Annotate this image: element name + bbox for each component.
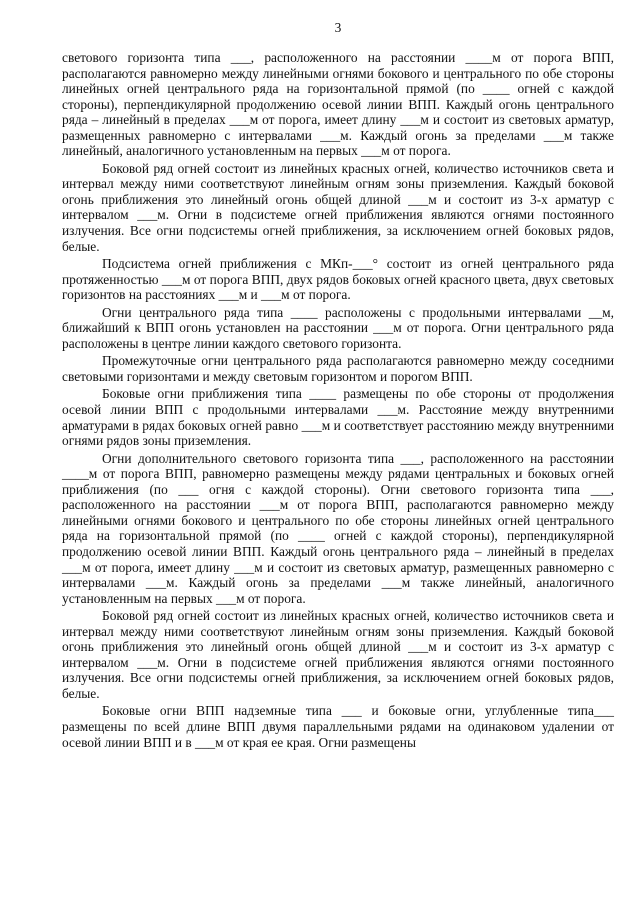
paragraph: Боковые огни ВПП надземные типа ___ и боковые огни, углубленные типа___ размещены по всей длине ВПП двумя параллельными рядами на одинаковом удалении от осевой линии ВПП и в ___м от края ее края. Огни размещены <box>62 703 614 750</box>
paragraph: Огни центрального ряда типа ____ расположены с продольными интервалами __м, ближайший к ВПП огонь установлен на расстоянии ___м от порога. Огни центрального ряда расположены в центре линии каждого светового горизонта. <box>62 304 614 351</box>
paragraph: Боковой ряд огней состоит из линейных красных огней, количество источников света и интервал между ними соответствуют линейным огням зоны приземления. Каждый боковой огонь приближения это линейный огонь общей длиной ___м и состоит из 3-х арматур с интервалом ___м. Огни в подсистеме огней приближения являются огнями постоянного излучения. Все огни подсистемы огней приближения, за исключением огней боковых рядов, белые. <box>62 160 614 254</box>
paragraph: Боковые огни приближения типа ____ размещены по обе стороны от продолжения осевой линии ВПП с продольными интервалами ___м. Расстояние между внутренними арматурами в рядах боковых огней равно ___м и соответствует расстоянию между внутренними огнями рядов зоны приземления. <box>62 386 614 449</box>
body-text <box>62 50 614 750</box>
paragraph: Боковой ряд огней состоит из линейных красных огней, количество источников света и интервал между ними соответствуют линейным огням зоны приземления. Каждый боковой огонь приближения это линейный огонь общей длиной ___м и состоит из 3-х арматур с интервалом ___м. Огни в подсистеме огней приближения являются огнями постоянного излучения. Все огни подсистемы огней приближения, за исключением огней боковых рядов, белые. <box>62 608 614 701</box>
paragraph: светового горизонта типа ___, расположенного на расстоянии ____м от порога ВПП, располагаются равномерно между линейными огнями бокового и центрального по обе стороны линейных огней центрального ряда на горизонтальной прямой (по ____ огней с каждой стороны), перпендикулярной продолжению осевой линии ВПП. Каждый огонь центрального ряда – линейный в пределах ___м от порога, имеет длину ___м и состоит из световых арматур, размещенных равномерно с интервалами ___м. Каждый огонь за пределами ___м также линейный, аналогичного установленным на первых ___м от порога. <box>62 50 614 159</box>
paragraph: Промежуточные огни центрального ряда располагаются равномерно между соседними световыми горизонтами и между световым горизонтом и порогом ВПП. <box>62 353 614 384</box>
page-number: 3 <box>334 20 342 35</box>
paragraph: Огни дополнительного светового горизонта типа ___, расположенного на расстоянии ____м от порога ВПП, равномерно размещены между рядами центральных и боковых огней приближения (по ___ огня с каждой стороны). Огни светового горизонта типа ___, расположенного на расстоянии ___м от порога ВПП, располагаются равномерно между линейными огнями бокового и центрального по обе стороны линейных огней центрального ряда на горизонтальной прямой (по ____ огней с каждой стороны), перпендикулярной продолжению осевой линии ВПП. Каждый огонь центрального ряда – линейный в пределах ___м от порога, имеет длину ___м и состоит из световых арматур, размещенных равномерно с интервалами ___м. Каждый огонь за пределами ___м также линейный, аналогичного установленным на первых ___м от порога. <box>62 450 614 606</box>
paragraph: Подсистема огней приближения с МКп-___° состоит из огней центрального ряда протяженностью ___м от порога ВПП, двух рядов боковых огней красного цвета, двух световых горизонтов на расстояниях ___м и ___м от порога. <box>62 256 614 303</box>
